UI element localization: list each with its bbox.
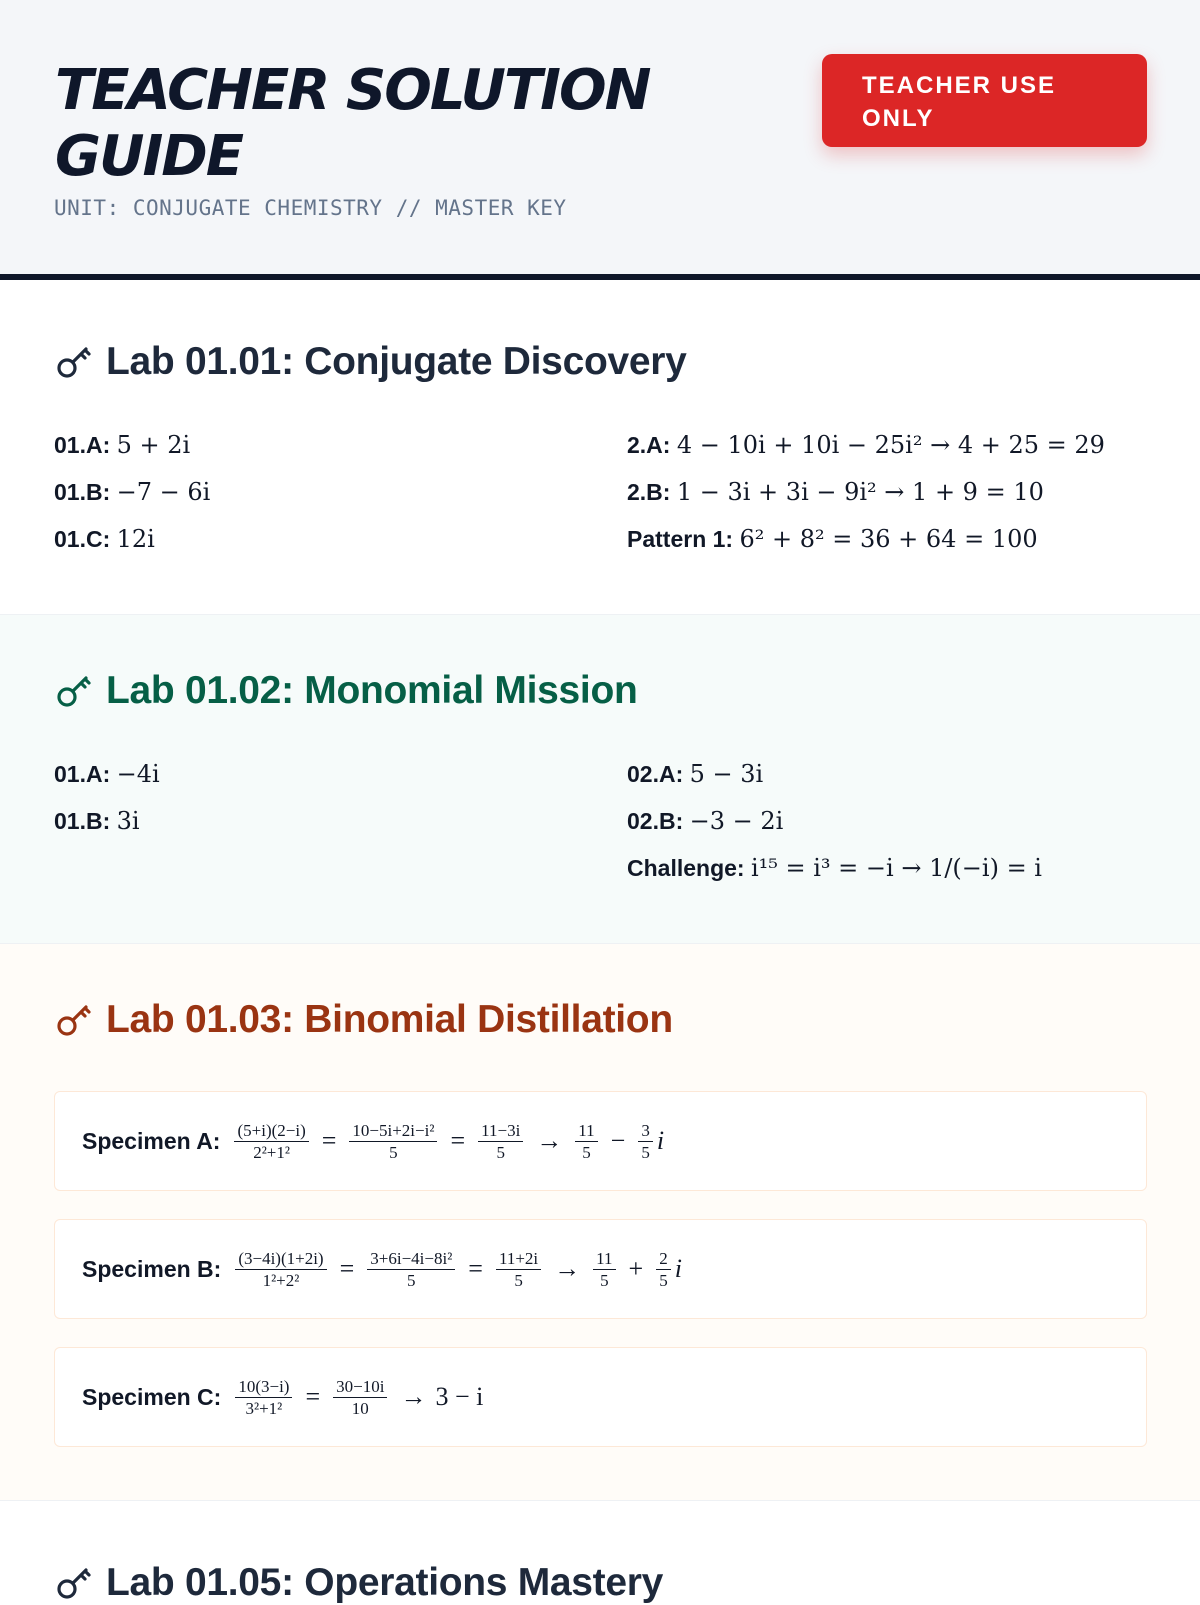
- lab-0105-heading: [54, 1561, 663, 1605]
- answer-item: 01.A: 5 + 2i: [54, 431, 191, 459]
- teacher-use-badge: TEACHER USE ONLY: [822, 54, 1147, 147]
- page-title: TEACHER SOLUTION GUIDE: [55, 58, 650, 189]
- fraction: $\frac{11+2i}{5}$: [496, 1249, 541, 1290]
- key-icon: [54, 671, 94, 711]
- answer-item: 01.A: −4i: [54, 760, 160, 788]
- specimen-a-card: [54, 1091, 1147, 1191]
- specimen-label: Specimen A:: [82, 1127, 221, 1154]
- lab-0103-title: Lab 01.03: Binomial Distillation: [106, 998, 673, 1041]
- fraction: $\frac{11-3i}{5}$: [478, 1121, 523, 1162]
- fraction: $\frac{(3-4i)(1+2i)}{\text{1²+2²}}$: [235, 1249, 326, 1290]
- answer-item: Challenge: i¹⁵ = i³ = −i → 1/(−i) = i: [627, 854, 1042, 882]
- answer-item: 02.B: −3 − 2i: [627, 807, 784, 835]
- fraction: $\frac{2}{5}$: [656, 1249, 671, 1290]
- lab-0101-answers: [54, 431, 1154, 581]
- specimen-b-card: [54, 1219, 1147, 1319]
- fraction: $\frac{11}{5}$: [593, 1249, 615, 1290]
- page-header: [0, 0, 1200, 280]
- answer-item: 01.C: 12i: [54, 525, 155, 553]
- answer-item: 02.A: 5 − 3i: [627, 760, 764, 788]
- fraction: $\frac{\text{3+6i−4i−8i²}}{5}$: [367, 1249, 455, 1290]
- lab-0103-section: [0, 944, 1200, 1501]
- lab-0105-section: [0, 1501, 1200, 1604]
- specimen-result: 3 − i: [435, 1382, 484, 1411]
- answer-item: 01.B: 3i: [54, 807, 140, 835]
- lab-0103-heading: [54, 998, 673, 1042]
- fraction: $\frac{10(3-i)}{\text{3²+1²}}$: [235, 1377, 292, 1418]
- lab-0105-title: Lab 01.05: Operations Mastery: [106, 1561, 664, 1604]
- specimen-label: Specimen C:: [82, 1383, 222, 1410]
- lab-0101-section: [0, 286, 1200, 615]
- lab-0102-section: [0, 615, 1200, 944]
- key-icon: [54, 1000, 94, 1040]
- answer-item: 2.A: 4 − 10i + 10i − 25i² → 4 + 25 = 29: [627, 431, 1105, 459]
- key-icon: [54, 342, 94, 382]
- fraction: $\frac{\text{10−5i+2i−i²}}{5}$: [349, 1121, 437, 1162]
- fraction: $\frac{(5+i)(2-i)}{\text{2²+1²}}$: [234, 1121, 308, 1162]
- lab-0102-heading: [54, 669, 638, 713]
- specimen-equation: $\frac{10(3-i)}{\text{3²+1²}}$ = $\frac{30-10i}{10}$ → 3 − i: [231, 1377, 483, 1418]
- specimen-c-card: [54, 1347, 1147, 1447]
- specimen-equation: $\frac{(3-4i)(1+2i)}{\text{1²+2²}}$ = $\frac{\text{3+6i−4i−8i²}}{5}$ = $\frac{11+2i}{5}$ → $\frac{11}{5}$ + $\frac{2}{5}$ i: [231, 1249, 682, 1290]
- fraction: $\frac{30-10i}{10}$: [333, 1377, 387, 1418]
- specimen-label: Specimen B:: [82, 1255, 222, 1282]
- lab-0102-title: Lab 01.02: Monomial Mission: [106, 669, 638, 712]
- answer-item: 01.B: −7 − 6i: [54, 478, 211, 506]
- fraction: $\frac{11}{5}$: [575, 1121, 597, 1162]
- answer-item: 2.B: 1 − 3i + 3i − 9i² → 1 + 9 = 10: [627, 478, 1044, 506]
- lab-0101-title: Lab 01.01: Conjugate Discovery: [106, 340, 687, 383]
- page-subtitle: UNIT: CONJUGATE CHEMISTRY // MASTER KEY: [54, 196, 567, 220]
- fraction: $\frac{3}{5}$: [638, 1121, 653, 1162]
- answer-item: Pattern 1: 6² + 8² = 36 + 64 = 100: [627, 525, 1038, 553]
- lab-0101-heading: [54, 340, 687, 384]
- key-icon: [54, 1563, 94, 1603]
- lab-0102-answers: [54, 760, 1154, 910]
- specimen-equation: $\frac{(5+i)(2-i)}{\text{2²+1²}}$ = $\frac{\text{10−5i+2i−i²}}{5}$ = $\frac{11-3i}{5}$ → $\frac{11}{5}$ − $\frac{3}{5}$ i: [230, 1121, 664, 1162]
